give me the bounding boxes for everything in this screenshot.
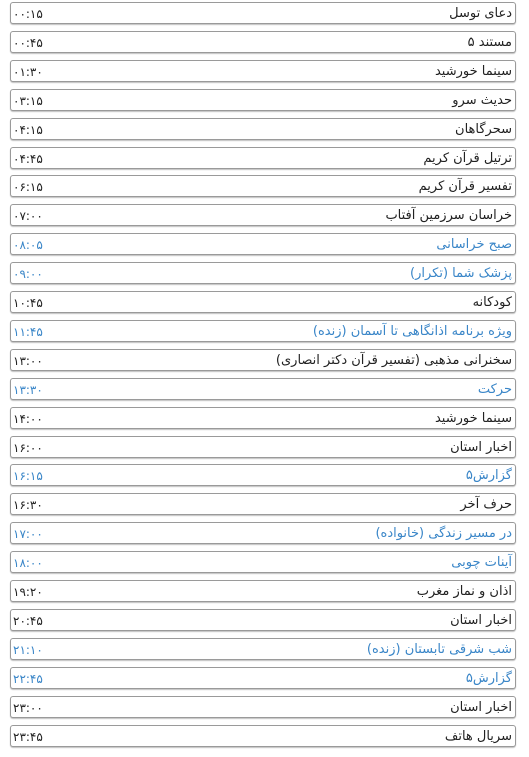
schedule-row[interactable] bbox=[10, 233, 516, 255]
schedule-title: در مسیر زندگی (خانواده) bbox=[375, 526, 512, 541]
schedule-title: صبح خراسانی bbox=[436, 237, 512, 252]
schedule-row[interactable] bbox=[10, 2, 516, 24]
schedule-row[interactable] bbox=[10, 638, 516, 660]
schedule-title: سینما خورشید bbox=[434, 411, 512, 426]
schedule-time: ۱۳:۳۰ bbox=[13, 383, 43, 397]
schedule-title: اذان و نماز مغرب bbox=[416, 584, 512, 599]
schedule-title: گزارش۵ bbox=[465, 468, 512, 483]
schedule-title: اخبار استان bbox=[450, 613, 512, 628]
schedule-time: ۰۳:۱۵ bbox=[13, 94, 43, 108]
schedule-row[interactable] bbox=[10, 60, 516, 82]
schedule-time: ۰۴:۱۵ bbox=[13, 123, 43, 137]
schedule-row[interactable] bbox=[10, 725, 516, 747]
schedule-time: ۱۶:۳۰ bbox=[13, 498, 43, 512]
schedule-row[interactable] bbox=[10, 31, 516, 53]
schedule-row[interactable] bbox=[10, 291, 516, 313]
schedule-time: ۰۹:۰۰ bbox=[13, 267, 43, 281]
schedule-row[interactable] bbox=[10, 378, 516, 400]
schedule-title: ویژه برنامه اذانگاهی تا آسمان (زنده) bbox=[312, 324, 512, 339]
schedule-row[interactable] bbox=[10, 493, 516, 515]
schedule-time: ۰۰:۴۵ bbox=[13, 36, 43, 50]
schedule-title: خراسان سرزمین آفتاب bbox=[385, 208, 512, 223]
schedule-time: ۱۰:۴۵ bbox=[13, 296, 43, 310]
schedule-title: سحرگاهان bbox=[455, 122, 512, 137]
schedule-title: کودکانه bbox=[472, 295, 512, 310]
schedule-row[interactable] bbox=[10, 204, 516, 226]
schedule-time: ۲۳:۰۰ bbox=[13, 701, 43, 715]
schedule-time: ۲۱:۱۰ bbox=[13, 643, 43, 657]
schedule-title: اخبار استان bbox=[450, 700, 512, 715]
schedule-title: مستند ۵ bbox=[467, 35, 512, 50]
schedule-title: سخنرانی مذهبی (تفسیر قرآن دکتر انصاری) bbox=[275, 353, 512, 368]
schedule-title: پزشک شما (تکرار) bbox=[410, 266, 512, 281]
schedule-row[interactable] bbox=[10, 175, 516, 197]
schedule-title: ترتیل قرآن کریم bbox=[423, 151, 512, 166]
schedule-row[interactable] bbox=[10, 262, 516, 284]
schedule-time: ۱۸:۰۰ bbox=[13, 556, 43, 570]
schedule-time: ۱۶:۰۰ bbox=[13, 441, 43, 455]
schedule-row[interactable] bbox=[10, 118, 516, 140]
schedule-title: حرف آخر bbox=[460, 497, 512, 512]
schedule-time: ۰۸:۰۵ bbox=[13, 238, 43, 252]
schedule-time: ۱۴:۰۰ bbox=[13, 412, 43, 426]
schedule-title: سینما خورشید bbox=[434, 64, 512, 79]
schedule-row[interactable] bbox=[10, 349, 516, 371]
schedule-title: آینات چوبی bbox=[451, 555, 512, 570]
schedule-time: ۱۳:۰۰ bbox=[13, 354, 43, 368]
schedule-row[interactable] bbox=[10, 320, 516, 342]
schedule-row[interactable] bbox=[10, 580, 516, 602]
schedule-time: ۱۶:۱۵ bbox=[13, 469, 43, 483]
schedule-time: ۱۱:۴۵ bbox=[13, 325, 43, 339]
schedule-row[interactable] bbox=[10, 407, 516, 429]
schedule-row[interactable] bbox=[10, 147, 516, 169]
schedule-time: ۰۴:۴۵ bbox=[13, 152, 43, 166]
schedule-row[interactable] bbox=[10, 609, 516, 631]
schedule-time: ۱۹:۲۰ bbox=[13, 585, 43, 599]
schedule-title: حرکت bbox=[477, 382, 512, 397]
schedule-title: سریال هاتف bbox=[444, 729, 512, 744]
schedule-time: ۰۷:۰۰ bbox=[13, 209, 43, 223]
schedule-time: ۰۰:۱۵ bbox=[13, 7, 43, 21]
schedule-row[interactable] bbox=[10, 551, 516, 573]
schedule-row[interactable] bbox=[10, 464, 516, 486]
schedule-row[interactable] bbox=[10, 89, 516, 111]
schedule-time: ۲۳:۴۵ bbox=[13, 730, 43, 744]
schedule-row[interactable] bbox=[10, 696, 516, 718]
schedule-time: ۰۶:۱۵ bbox=[13, 180, 43, 194]
schedule-title: اخبار استان bbox=[450, 440, 512, 455]
schedule-time: ۰۱:۳۰ bbox=[13, 65, 43, 79]
schedule-time: ۱۷:۰۰ bbox=[13, 527, 43, 541]
schedule-row[interactable] bbox=[10, 522, 516, 544]
schedule-title: تفسیر قرآن کریم bbox=[418, 179, 512, 194]
schedule-time: ۲۰:۴۵ bbox=[13, 614, 43, 628]
schedule-title: دعای توسل bbox=[449, 6, 512, 21]
schedule-row[interactable] bbox=[10, 667, 516, 689]
schedule-time: ۲۲:۴۵ bbox=[13, 672, 43, 686]
schedule-title: گزارش۵ bbox=[465, 671, 512, 686]
schedule-title: شب شرقی تابستان (زنده) bbox=[366, 642, 512, 657]
schedule-row[interactable] bbox=[10, 436, 516, 458]
schedule-title: حدیث سرو bbox=[452, 93, 512, 108]
